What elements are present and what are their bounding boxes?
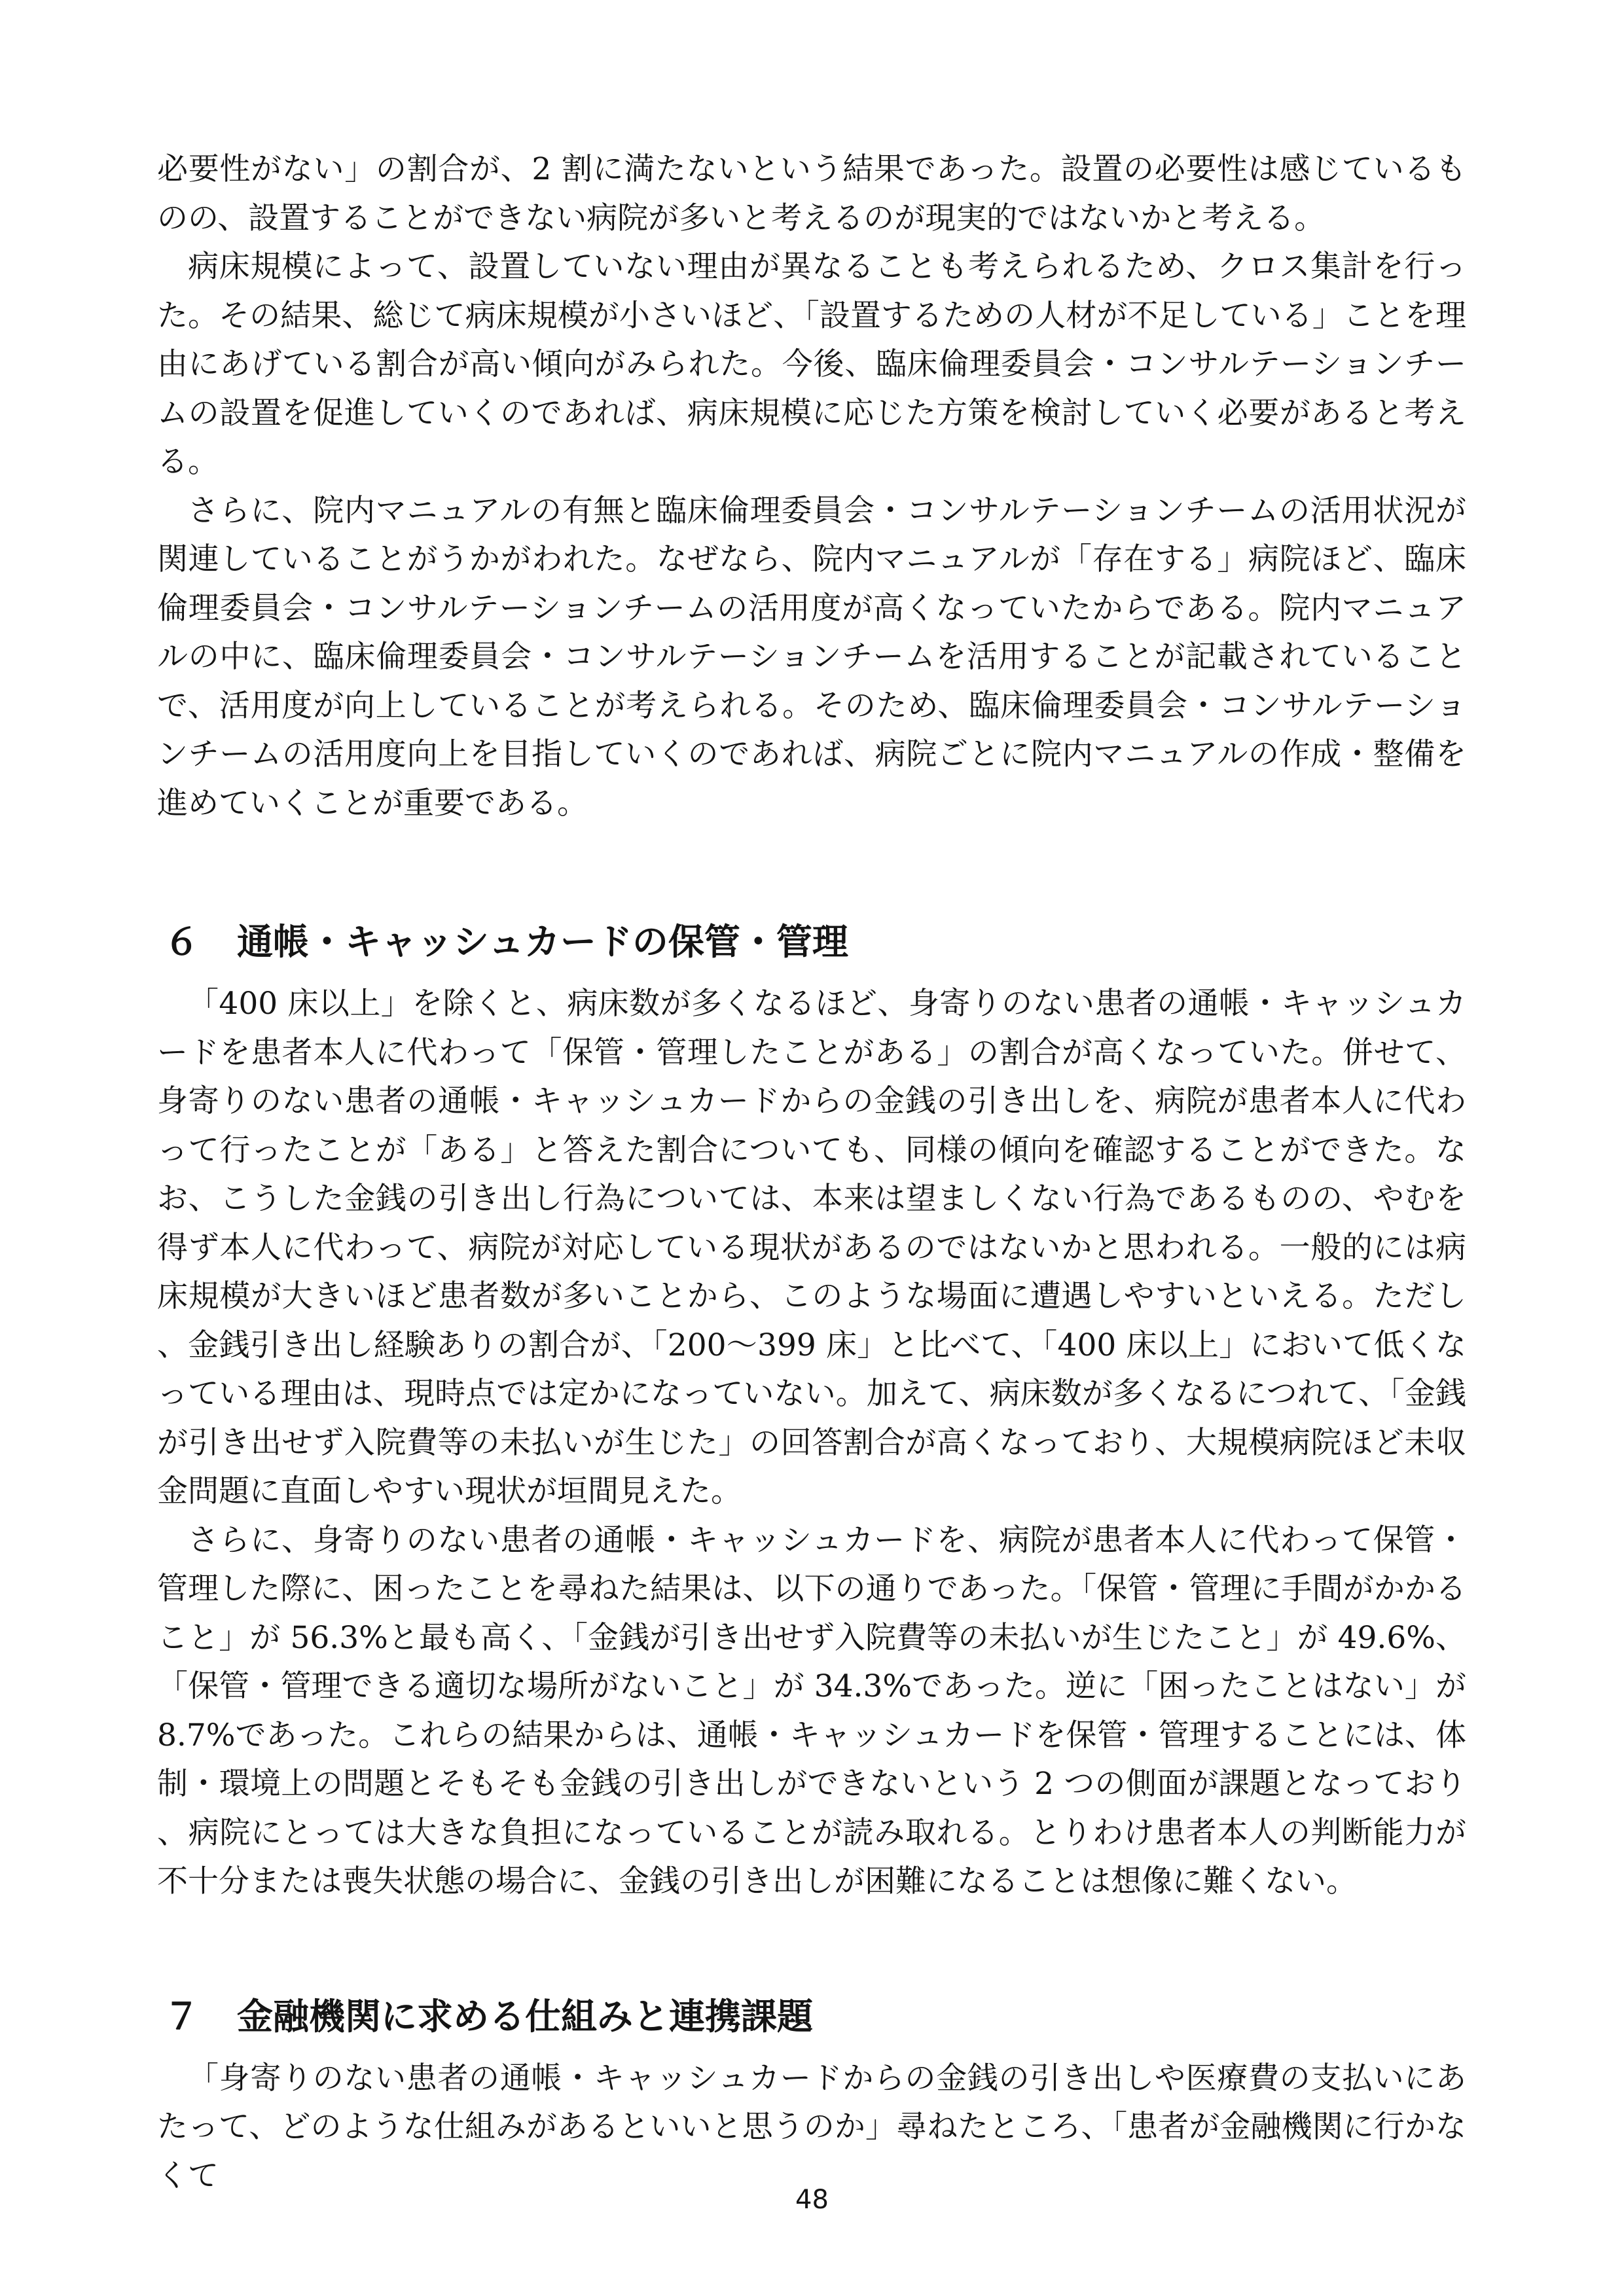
section-7-heading [157,1990,1466,2043]
paragraph-continued: 必要性がない」の割合が、2 割に満たないという結果であった。設置の必要性は感じているものの、設置することができない病院が多いと考えるのが現実的ではないかと考える。 [157,151,1466,236]
section-6-heading [157,916,1466,968]
paragraph-manual: さらに、院内マニュアルの有無と臨床倫理委員会・コンサルテーションチームの活用状況が関連していることがうかがわれた。なぜなら、院内マニュアルが「存在する」病院ほど、臨床倫理委員会・コンサルテーションチームの活用度が高くなっていたからである。院内マニュアルの中に、臨床倫理委員会・コンサルテーションチームを活用することが記載されていることで、活用度が向上していることが考えられる。そのため、臨床倫理委員会・コンサルテーションチームの活用度向上を目指していくのであれば、病院ごとに院内マニュアルの作成・整備を進めていくことが重要である。 [157,492,1466,821]
section-6-paragraph-2: さらに、身寄りのない患者の通帳・キャッシュカードを、病院が患者本人に代わって保管・管理した際に、困ったことを尋ねた結果は、以下の通りであった。「保管・管理に手間がかかること」が 56.3%と最も高く、「金銭が引き出せず入院費等の未払いが生じたこと」が 49.6%、「保管・管理できる適切な場所がないこと」が 34.3%であった。逆に「困ったことはない」が 8.7%であった。これらの結果からは、通帳・キャッシュカードを保管・管理することには、体制・環境上の問題とそもそも金銭の引き出しができないという 2 つの側面が課題となっており、病院にとっては大きな負担になっていることが読み取れる。とりわけ患者本人の判断能力が不十分または喪失状態の場合に、金銭の引き出しが困難になることは想像に難くない。 [157,1522,1466,1899]
page-number: 48 [795,2185,829,2215]
section-6-paragraph-1: 「400 床以上」を除くと、病床数が多くなるほど、身寄りのない患者の通帳・キャッシュカードを患者本人に代わって「保管・管理したことがある」の割合が高くなっていた。併せて、身寄りのない患者の通帳・キャッシュカードからの金銭の引き出しを、病院が患者本人に代わって行ったことが「ある」と答えた割合についても、同様の傾向を確認することができた。なお、こうした金銭の引き出し行為については、本来は望ましくない行為であるものの、やむを得ず本人に代わって、病院が対応している現状があるのではないかと思われる。一般的には病床規模が大きいほど患者数が多いことから、このような場面に遭遇しやすいといえる。ただし、金銭引き出し経験ありの割合が、「200～399 床」と比べて、「400 床以上」において低くなっている理由は、現時点では定かになっていない。加えて、病床数が多くなるにつれて、「金銭が引き出せず入院費等の未払いが生じた」の回答割合が高くなっており、大規模病院ほど未収金問題に直面しやすい現状が垣間見えた。 [157,986,1466,1509]
document-page [157,145,1466,2200]
section-7-title: 金融機関に求める仕組みと連携課題 [237,1995,814,2037]
section-6-number: ６ [164,921,200,963]
paragraph-cross-tabulation: 病床規模によって、設置していない理由が異なることも考えられるため、クロス集計を行った。その結果、総じて病床規模が小さいほど、「設置するための人材が不足している」ことを理由にあげている割合が高い傾向がみられた。今後、臨床倫理委員会・コンサルテーションチームの設置を促進していくのであれば、病床規模に応じた方策を検討していく必要があると考える。 [157,249,1466,480]
section-7-number: ７ [164,1995,200,2037]
section-6-title: 通帳・キャッシュカードの保管・管理 [237,921,848,963]
section-7-paragraph-1: 「身寄りのない患者の通帳・キャッシュカードからの金銭の引き出しや医療費の支払いにあたって、どのような仕組みがあるといいと思うのか」尋ねたところ、「患者が金融機関に行かなくて [157,2060,1466,2194]
